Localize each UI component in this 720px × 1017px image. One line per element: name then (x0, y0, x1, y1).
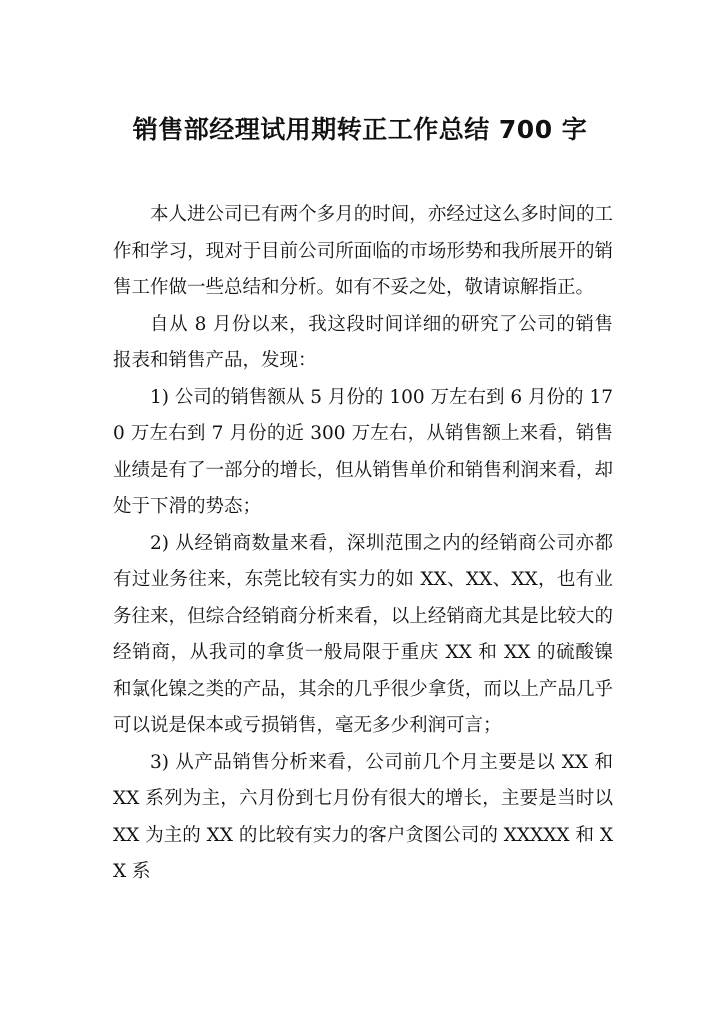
paragraph-point-1: 1) 公司的销售额从 5 月份的 100 万左右到 6 月份的 170 万左右到 7 月份的近 300 万左右，从销售额上来看，销售业绩是有了一部分的增长，但从销售单价和销售利润来看，却处于下滑的势态； (113, 386, 613, 517)
document-title: 销售部经理试用期转正工作总结 700 字 (132, 115, 588, 144)
paragraph-point-3: 3) 从产品销售分析来看，公司前几个月主要是以 XX 和 XX 系列为主，六月份到七月份有很大的增长，主要是当时以 XX 为主的 XX 的比较有实力的客户贪图公司的 XXXXX 和 XX 系 (113, 751, 613, 882)
document-body (113, 197, 613, 891)
paragraph-findings-lead: 自从 8 月份以来，我这段时间详细的研究了公司的销售报表和销售产品，发现： (113, 313, 613, 371)
paragraph-point-2: 2) 从经销商数量来看，深圳范围之内的经销商公司亦都有过业务往来，东莞比较有实力的如 XX、XX、XX，也有业务往来，但综合经销商分析来看，以上经销商尤其是比较大的经销商，从我司的拿货一般局限于重庆 XX 和 XX 的硫酸镍和氯化镍之类的产品，其余的几乎很少拿货，而以上产品几乎可以说是保本或亏损销售，毫无多少利润可言； (113, 532, 613, 736)
paragraph-intro: 本人进公司已有两个多月的时间，亦经过这么多时间的工作和学习，现对于目前公司所面临的市场形势和我所展开的销售工作做一些总结和分析。如有不妥之处，敬请谅解指正。 (113, 204, 613, 298)
